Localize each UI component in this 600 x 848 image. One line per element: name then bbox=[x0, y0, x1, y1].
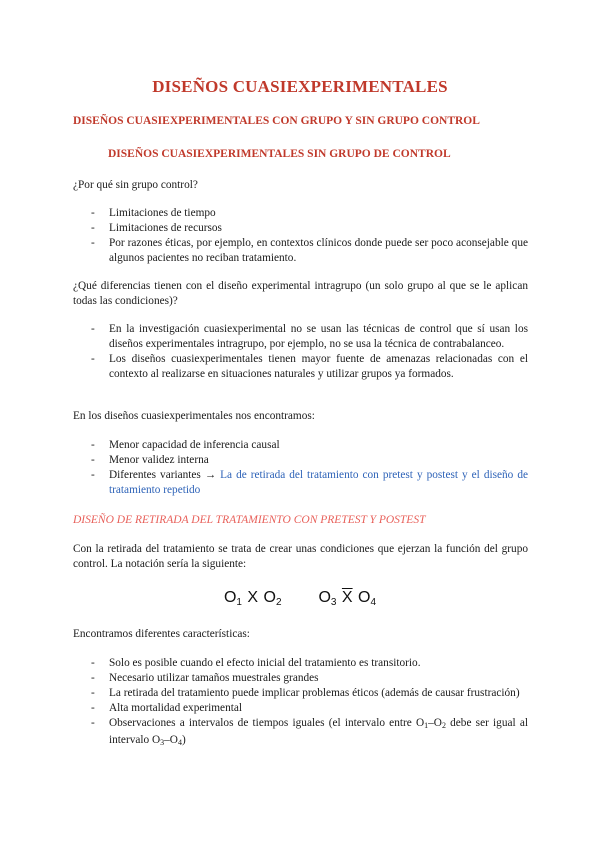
variants-link[interactable]: La de retirada del tratamiento con pretest y postest y el diseño de tratamiento repetido bbox=[109, 469, 528, 496]
question-why-no-control: ¿Por qué sin grupo control? bbox=[73, 179, 198, 191]
list-item: - Limitaciones de recursos bbox=[91, 222, 222, 234]
list-item: - En la investigación cuasiexperimental no se usan las técnicas de control que sí usan los diseños experimentales intragrupo, por ejemplo, no se usa la técnica de contrabalanceo. bbox=[91, 323, 528, 350]
retirada-description: Con la retirada del tratamiento se trata de crear unas condiciones que ejerzan la función del grupo control. La notación sería la siguiente: bbox=[73, 543, 528, 570]
question-differences: ¿Qué diferencias tienen con el diseño experimental intragrupo (un solo grupo al que se le aplican todas las condiciones)? bbox=[73, 280, 528, 307]
list-item: - Necesario utilizar tamaños muestrales grandes bbox=[91, 672, 319, 684]
section-heading-con-sin-grupo: DISEÑOS CUASIEXPERIMENTALES CON GRUPO Y SIN GRUPO CONTROL bbox=[73, 115, 480, 127]
list-item: - Alta mortalidad experimental bbox=[91, 702, 243, 714]
section-heading-sin-grupo-control: DISEÑOS CUASIEXPERIMENTALES SIN GRUPO DE CONTROL bbox=[108, 148, 451, 160]
intro-found: En los diseños cuasiexperimentales nos encontramos: bbox=[73, 410, 315, 422]
reasons-list bbox=[73, 206, 528, 266]
x-bar-symbol: $\overline{X}$ bbox=[341, 589, 353, 606]
characteristics-list bbox=[73, 656, 528, 750]
list-item: - Diferentes variantes → La de retirada del tratamiento con pretest y postest y el diseño de tratamiento repetido bbox=[91, 469, 528, 496]
section-heading-retirada: DISEÑO DE RETIRADA DEL TRATAMIENTO CON PRETEST Y POSTEST bbox=[73, 514, 426, 526]
characteristics-intro: Encontramos diferentes características: bbox=[73, 628, 250, 640]
list-item: - Por razones éticas, por ejemplo, en contextos clínicos donde puede ser poco aconsejable que algunos pacientes no reciban tratamiento. bbox=[91, 237, 528, 264]
list-item: - Los diseños cuasiexperimentales tienen mayor fuente de amenazas relacionadas con el contexto al realizarse en situaciones naturales y utilizar grupos ya formados. bbox=[91, 353, 528, 380]
notation-formula: $O_1$ X $O_2$ $O_3$ $\overline{X}$ $O_4$ bbox=[223, 589, 377, 608]
page-title: DISEÑOS CUASIEXPERIMENTALES bbox=[152, 77, 448, 96]
found-list bbox=[73, 438, 528, 498]
list-item: - Limitaciones de tiempo bbox=[91, 207, 216, 219]
list-item: - Menor capacidad de inferencia causal bbox=[91, 439, 280, 451]
list-item: - Solo es posible cuando el efecto inicial del tratamiento es transitorio. bbox=[91, 657, 421, 669]
list-item: - Observaciones a intervalos de tiempos iguales (el intervalo entre O1–O2 debe ser igual al intervalo O3–O4) bbox=[91, 717, 528, 747]
differences-list bbox=[73, 322, 528, 382]
list-item: - La retirada del tratamiento puede implicar problemas éticos (además de causar frustración) bbox=[91, 687, 520, 699]
list-item: - Menor validez interna bbox=[91, 454, 209, 466]
